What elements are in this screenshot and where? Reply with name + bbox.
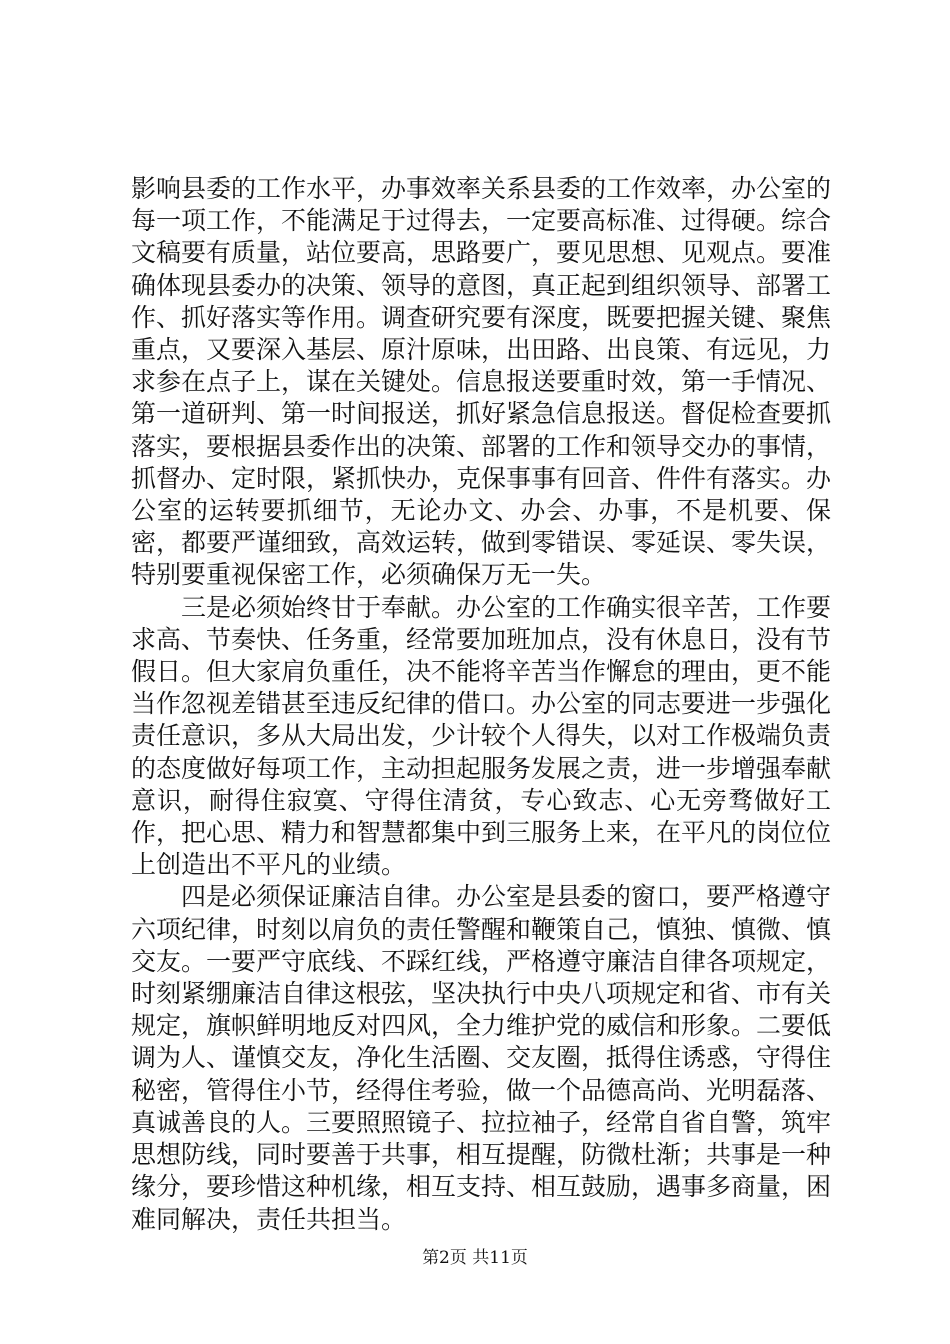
paragraph-continued: 影响县委的工作水平，办事效率关系县委的工作效率，办公室的每一项工作，不能满足于过得去，一定要高标准、过得硬。综合文稿要有质量，站位要高，思路要广，要见思想、见观点。要准确体现县委办的决策、领导的意图，真正起到组织领导、部署工作、抓好落实等作用。调查研究要有深度，既要把握关键、聚焦重点，又要深入基层、原汁原味，出田路、出良策、有远见，力求参在点子上，谋在关键处。信息报送要重时效，第一手情况、第一道研判、第一时间报送，抓好紧急信息报送。督促检查要抓落实，要根据县委作出的决策、部署的工作和领导交办的事情，抓督办、定时限，紧抓快办，克保事事有回音、件件有落实。办公室的运转要抓细节，无论办文、办会、办事，不是机要、保密，都要严谨细致，高效运转，做到零错误、零延误、零失误，特别要重视保密工作，必须确保万无一失。 [131, 174, 832, 590]
paragraph-four-integrity: 四是必须保证廉洁自律。办公室是县委的窗口，要严格遵守六项纪律，时刻以肩负的责任警醒和鞭策自己，慎独、慎微、慎交友。一要严守底线、不踩红线，严格遵守廉洁自律各项规定，时刻紧绷廉洁自律这根弦，坚决执行中央八项规定和省、市有关规定，旗帜鲜明地反对四风，全力维护党的威信和形象。二要低调为人、谨慎交友，净化生活圈、交友圈，抵得住诱惑，守得住秘密，管得住小节，经得住考验，做一个品德高尚、光明磊落、真诚善良的人。三要照照镜子、拉拉袖子，经常自省自警，筑牢思想防线，同时要善于共事，相互提醒，防微杜渐；共事是一种缘分，要珍惜这种机缘，相互支持、相互鼓励，遇事多商量，困难同解决，责任共担当。 [131, 882, 832, 1234]
page-number-footer: 第2页 共11页 [422, 1248, 528, 1268]
paragraph-three-devotion: 三是必须始终甘于奉献。办公室的工作确实很辛苦，工作要求高、节奏快、任务重，经常要加班加点，没有休息日，没有节假日。但大家肩负重任，决不能将辛苦当作懈怠的理由，更不能当作忽视差错甚至违反纪律的借口。办公室的同志要进一步强化责任意识，多从大局出发，少计较个人得失，以对工作极端负责的态度做好每项工作，主动担起服务发展之责，进一步增强奉献意识，耐得住寂寞、守得住清贫，专心致志、心无旁骛做好工作，把心思、精力和智慧都集中到三服务上来，在平凡的岗位位上创造出不平凡的业绩。 [131, 592, 832, 880]
document-body [131, 173, 831, 1236]
